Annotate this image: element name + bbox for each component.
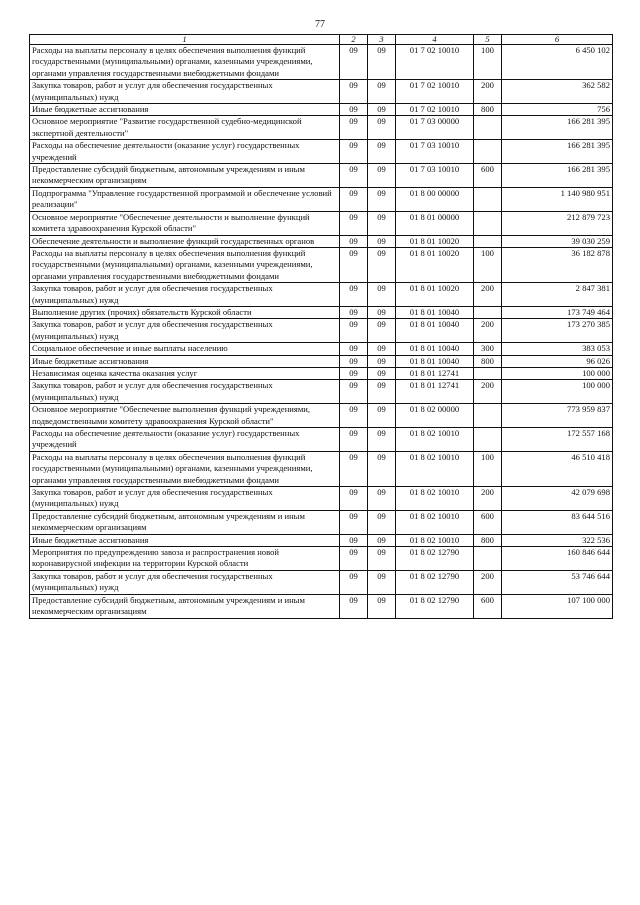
target-article-code-cell: 01 8 01 12741 (396, 367, 474, 379)
table-row (30, 187, 613, 211)
column-header: 4 (396, 35, 474, 45)
amount-cell: 160 846 644 (502, 547, 613, 571)
expense-type-code-cell (474, 211, 502, 235)
section-code-cell: 09 (340, 343, 368, 355)
table-row (30, 451, 613, 486)
target-article-code-cell: 01 8 02 10010 (396, 451, 474, 486)
amount-cell: 36 182 878 (502, 247, 613, 282)
expense-name-cell: Расходы на выплаты персоналу в целях обеспечения выполнения функций государственными (муниципальными) органами, казенными учреждениями, органами управления государственными внебюджетными фондами (30, 247, 340, 282)
amount-cell: 166 281 395 (502, 116, 613, 140)
target-article-code-cell: 01 8 01 10020 (396, 247, 474, 282)
table-row (30, 45, 613, 80)
expense-name-cell: Закупка товаров, работ и услуг для обеспечения государственных (муниципальных) нужд (30, 570, 340, 594)
section-code-cell: 09 (340, 547, 368, 571)
amount-cell: 756 (502, 104, 613, 116)
expense-type-code-cell (474, 367, 502, 379)
section-code-cell: 09 (340, 367, 368, 379)
subsection-code-cell: 09 (368, 451, 396, 486)
table-row (30, 247, 613, 282)
expense-type-code-cell: 800 (474, 355, 502, 367)
target-article-code-cell: 01 8 02 12790 (396, 594, 474, 618)
table-row (30, 319, 613, 343)
expense-type-code-cell: 200 (474, 380, 502, 404)
table-row (30, 164, 613, 188)
subsection-code-cell: 09 (368, 211, 396, 235)
column-header: 2 (340, 35, 368, 45)
amount-cell: 173 749 464 (502, 306, 613, 318)
subsection-code-cell: 09 (368, 510, 396, 534)
expense-name-cell: Закупка товаров, работ и услуг для обеспечения государственных (муниципальных) нужд (30, 319, 340, 343)
subsection-code-cell: 09 (368, 343, 396, 355)
expense-name-cell: Иные бюджетные ассигнования (30, 104, 340, 116)
amount-cell: 83 644 516 (502, 510, 613, 534)
section-code-cell: 09 (340, 510, 368, 534)
expense-name-cell: Обеспечение деятельности и выполнение функций государственных органов (30, 235, 340, 247)
amount-cell: 107 100 000 (502, 594, 613, 618)
table-row (30, 104, 613, 116)
expense-name-cell: Закупка товаров, работ и услуг для обеспечения государственных (муниципальных) нужд (30, 487, 340, 511)
expense-name-cell: Мероприятия по предупреждению завоза и распространения новой коронавирусной инфекции на территории Курской области (30, 547, 340, 571)
subsection-code-cell: 09 (368, 80, 396, 104)
section-code-cell: 09 (340, 380, 368, 404)
target-article-code-cell: 01 8 02 10010 (396, 510, 474, 534)
amount-cell: 6 450 102 (502, 45, 613, 80)
subsection-code-cell: 09 (368, 164, 396, 188)
expense-name-cell: Социальное обеспечение и иные выплаты населению (30, 343, 340, 355)
section-code-cell: 09 (340, 211, 368, 235)
expense-type-code-cell (474, 235, 502, 247)
amount-cell: 100 000 (502, 380, 613, 404)
amount-cell: 1 140 980 951 (502, 187, 613, 211)
column-header: 6 (502, 35, 613, 45)
expense-type-code-cell (474, 187, 502, 211)
expense-type-code-cell: 100 (474, 247, 502, 282)
expense-name-cell: Выполнение других (прочих) обязательств Курской области (30, 306, 340, 318)
target-article-code-cell: 01 7 03 00000 (396, 116, 474, 140)
budget-table (29, 34, 613, 619)
expense-name-cell: Предоставление субсидий бюджетным, автономным учреждениям и иным некоммерческим организациям (30, 164, 340, 188)
expense-name-cell: Основное мероприятие "Обеспечение выполнения функций учреждениями, подведомственными комитету здравоохранения Курской области" (30, 404, 340, 428)
table-row (30, 380, 613, 404)
amount-cell: 42 079 698 (502, 487, 613, 511)
target-article-code-cell: 01 7 03 10010 (396, 164, 474, 188)
table-row (30, 534, 613, 546)
target-article-code-cell: 01 8 01 10040 (396, 319, 474, 343)
section-code-cell: 09 (340, 45, 368, 80)
expense-name-cell: Расходы на выплаты персоналу в целях обеспечения выполнения функций государственными (муниципальными) органами, казенными учреждениями, органами управления государственными внебюджетными фондами (30, 451, 340, 486)
target-article-code-cell: 01 8 02 10010 (396, 428, 474, 452)
column-header: 3 (368, 35, 396, 45)
amount-cell: 383 053 (502, 343, 613, 355)
amount-cell: 173 270 385 (502, 319, 613, 343)
section-code-cell: 09 (340, 104, 368, 116)
subsection-code-cell: 09 (368, 140, 396, 164)
section-code-cell: 09 (340, 247, 368, 282)
section-code-cell: 09 (340, 283, 368, 307)
table-row (30, 404, 613, 428)
subsection-code-cell: 09 (368, 534, 396, 546)
amount-cell: 96 026 (502, 355, 613, 367)
target-article-code-cell: 01 8 01 10040 (396, 343, 474, 355)
expense-name-cell: Независимая оценка качества оказания услуг (30, 367, 340, 379)
section-code-cell: 09 (340, 594, 368, 618)
amount-cell: 362 582 (502, 80, 613, 104)
expense-type-code-cell (474, 404, 502, 428)
expense-type-code-cell (474, 116, 502, 140)
subsection-code-cell: 09 (368, 487, 396, 511)
section-code-cell: 09 (340, 355, 368, 367)
subsection-code-cell: 09 (368, 547, 396, 571)
table-row (30, 116, 613, 140)
expense-type-code-cell: 100 (474, 45, 502, 80)
column-number-row (30, 35, 613, 45)
page-number: 77 (315, 19, 325, 30)
subsection-code-cell: 09 (368, 45, 396, 80)
table-row (30, 570, 613, 594)
target-article-code-cell: 01 7 02 10010 (396, 45, 474, 80)
expense-name-cell: Основное мероприятие "Обеспечение деятельности и выполнение функций комитета здравоохранения Курской области" (30, 211, 340, 235)
section-code-cell: 09 (340, 164, 368, 188)
target-article-code-cell: 01 8 02 10010 (396, 534, 474, 546)
section-code-cell: 09 (340, 187, 368, 211)
subsection-code-cell: 09 (368, 367, 396, 379)
expense-type-code-cell (474, 428, 502, 452)
target-article-code-cell: 01 8 01 10020 (396, 235, 474, 247)
subsection-code-cell: 09 (368, 306, 396, 318)
table-row (30, 547, 613, 571)
expense-type-code-cell: 300 (474, 343, 502, 355)
table-row (30, 306, 613, 318)
section-code-cell: 09 (340, 404, 368, 428)
section-code-cell: 09 (340, 235, 368, 247)
subsection-code-cell: 09 (368, 187, 396, 211)
target-article-code-cell: 01 8 02 10010 (396, 487, 474, 511)
expense-name-cell: Закупка товаров, работ и услуг для обеспечения государственных (муниципальных) нужд (30, 380, 340, 404)
target-article-code-cell: 01 8 01 12741 (396, 380, 474, 404)
section-code-cell: 09 (340, 451, 368, 486)
amount-cell: 773 959 837 (502, 404, 613, 428)
expense-name-cell: Предоставление субсидий бюджетным, автономным учреждениям и иным некоммерческим организациям (30, 510, 340, 534)
expense-name-cell: Основное мероприятие "Развитие государственной судебно-медицинской экспертной деятельности" (30, 116, 340, 140)
column-header: 1 (30, 35, 340, 45)
target-article-code-cell: 01 7 03 10010 (396, 140, 474, 164)
expense-type-code-cell: 200 (474, 80, 502, 104)
subsection-code-cell: 09 (368, 594, 396, 618)
section-code-cell: 09 (340, 534, 368, 546)
expense-type-code-cell (474, 140, 502, 164)
section-code-cell: 09 (340, 428, 368, 452)
subsection-code-cell: 09 (368, 428, 396, 452)
amount-cell: 212 879 723 (502, 211, 613, 235)
expense-name-cell: Расходы на обеспечение деятельности (оказание услуг) государственных учреждений (30, 140, 340, 164)
target-article-code-cell: 01 8 01 00000 (396, 211, 474, 235)
table-row (30, 283, 613, 307)
amount-cell: 322 536 (502, 534, 613, 546)
expense-name-cell: Иные бюджетные ассигнования (30, 355, 340, 367)
expense-name-cell: Расходы на обеспечение деятельности (оказание услуг) государственных учреждений (30, 428, 340, 452)
expense-type-code-cell: 200 (474, 487, 502, 511)
subsection-code-cell: 09 (368, 570, 396, 594)
section-code-cell: 09 (340, 116, 368, 140)
target-article-code-cell: 01 8 02 12790 (396, 547, 474, 571)
subsection-code-cell: 09 (368, 247, 396, 282)
target-article-code-cell: 01 7 02 10010 (396, 104, 474, 116)
table-row (30, 343, 613, 355)
table-row (30, 428, 613, 452)
table-row (30, 140, 613, 164)
amount-cell: 100 000 (502, 367, 613, 379)
expense-type-code-cell: 800 (474, 104, 502, 116)
table-row (30, 80, 613, 104)
amount-cell: 166 281 395 (502, 164, 613, 188)
subsection-code-cell: 09 (368, 404, 396, 428)
target-article-code-cell: 01 8 01 10040 (396, 306, 474, 318)
amount-cell: 46 510 418 (502, 451, 613, 486)
expense-name-cell: Предоставление субсидий бюджетным, автономным учреждениям и иным некоммерческим организациям (30, 594, 340, 618)
column-header: 5 (474, 35, 502, 45)
section-code-cell: 09 (340, 487, 368, 511)
expense-type-code-cell: 600 (474, 164, 502, 188)
target-article-code-cell: 01 7 02 10010 (396, 80, 474, 104)
expense-type-code-cell: 800 (474, 534, 502, 546)
target-article-code-cell: 01 8 00 00000 (396, 187, 474, 211)
target-article-code-cell: 01 8 01 10040 (396, 355, 474, 367)
expense-name-cell: Иные бюджетные ассигнования (30, 534, 340, 546)
table-row (30, 355, 613, 367)
expense-type-code-cell (474, 306, 502, 318)
subsection-code-cell: 09 (368, 319, 396, 343)
table-row (30, 510, 613, 534)
section-code-cell: 09 (340, 570, 368, 594)
target-article-code-cell: 01 8 01 10020 (396, 283, 474, 307)
expense-type-code-cell: 600 (474, 510, 502, 534)
subsection-code-cell: 09 (368, 235, 396, 247)
amount-cell: 172 557 168 (502, 428, 613, 452)
amount-cell: 2 847 381 (502, 283, 613, 307)
section-code-cell: 09 (340, 140, 368, 164)
amount-cell: 166 281 395 (502, 140, 613, 164)
expense-type-code-cell (474, 547, 502, 571)
expense-type-code-cell: 100 (474, 451, 502, 486)
expense-type-code-cell: 200 (474, 319, 502, 343)
expense-name-cell: Подпрограмма "Управление государственной программой и обеспечение условий реализации" (30, 187, 340, 211)
subsection-code-cell: 09 (368, 116, 396, 140)
target-article-code-cell: 01 8 02 00000 (396, 404, 474, 428)
target-article-code-cell: 01 8 02 12790 (396, 570, 474, 594)
section-code-cell: 09 (340, 319, 368, 343)
expense-type-code-cell: 600 (474, 594, 502, 618)
table-row (30, 235, 613, 247)
expense-type-code-cell: 200 (474, 570, 502, 594)
subsection-code-cell: 09 (368, 380, 396, 404)
table-row (30, 367, 613, 379)
expense-name-cell: Закупка товаров, работ и услуг для обеспечения государственных (муниципальных) нужд (30, 283, 340, 307)
expense-type-code-cell: 200 (474, 283, 502, 307)
table-row (30, 211, 613, 235)
expense-name-cell: Расходы на выплаты персоналу в целях обеспечения выполнения функций государственными (муниципальными) органами, казенными учреждениями, органами управления государственными внебюджетными фондами (30, 45, 340, 80)
amount-cell: 53 746 644 (502, 570, 613, 594)
section-code-cell: 09 (340, 80, 368, 104)
subsection-code-cell: 09 (368, 104, 396, 116)
subsection-code-cell: 09 (368, 355, 396, 367)
amount-cell: 39 030 259 (502, 235, 613, 247)
expense-name-cell: Закупка товаров, работ и услуг для обеспечения государственных (муниципальных) нужд (30, 80, 340, 104)
table-row (30, 487, 613, 511)
table-row (30, 594, 613, 618)
subsection-code-cell: 09 (368, 283, 396, 307)
section-code-cell: 09 (340, 306, 368, 318)
